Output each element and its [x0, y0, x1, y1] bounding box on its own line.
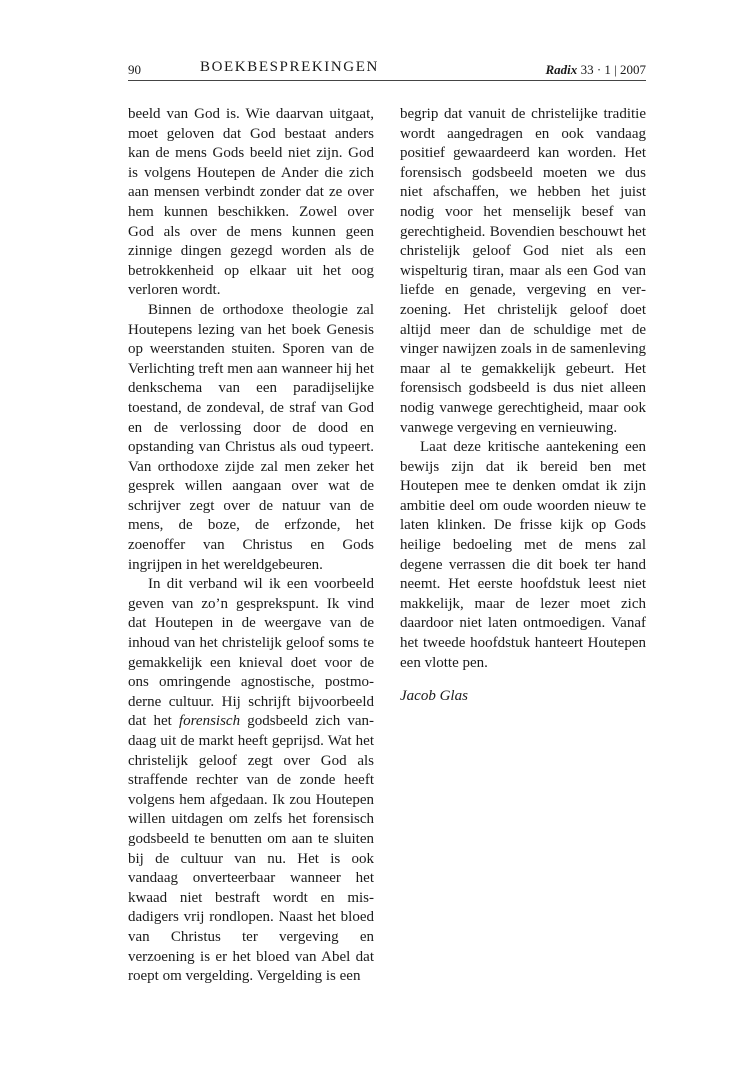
journal-issue: 33 · 1 | 2007: [580, 62, 646, 77]
running-header: [128, 58, 646, 82]
author-signature: Jacob Glas: [400, 688, 468, 705]
paragraph-text: godsbeeld zich vandaag uit de markt heeft geprijsd. Wat het christelijk geloof zegt over God als straffende rechter van de zonde heeft volgens hem afgedaan. Ik zou Houtepen willen uitdagen om zelfs het forensisch godsbeeld te benutten om aan te sluiten bij de cultuur van nu. Het is ook vandaag onverteerbaar wanneer het kwaad niet bestraft wordt en misdadigers vrij rondlopen. Naast het bloed van Christus ter vergeving en verzoening is er het bloed van Abel dat roept om vergelding. Vergelding is een: [128, 713, 374, 985]
paragraph-text: In dit verband wil ik een voorbeeld geven van zo’n gesprekspunt. Ik vind dat Houtepen in de weergave van de inhoud van het christelijk geloof soms te gemakkelijk een knieval doet voor de ons omringende agnostische, postmoderne cultuur. Hij schrijft bijvoorbeeld dat het: [128, 576, 374, 730]
section-title: BOEKBESPREKINGEN: [200, 59, 379, 75]
emphasis-forensisch: forensisch: [178, 713, 241, 730]
paragraph: begrip dat vanuit de christelijke traditie wordt aangedragen en ook vandaag positief gewaardeerd kan worden. Het forensisch godsbeeld moeten we dus niet afschaffen, we hebben het juist nodig voor het menselijk besef van gerechtigheid. Bovendien beschouwt het christelijk geloof God niet als een wispelturig tiran, maar als een God van liefde en genade, vergeving en verzoening. Het christelijk geloof doet altijd meer dan de schuldige met de vinger nawijzen zoals in de samenleving maar al te gemakkelijk gebeurt. Het forensisch godsbeeld is dus niet alleen nodig vanwege gerechtigheid, maar ook vanwege vergeving en vernieuwing.: [400, 106, 646, 436]
page-number: 90: [128, 62, 141, 77]
paragraph: Binnen de orthodoxe theologie zal Houtepens lezing van het boek Genesis op weerstanden stuiten. Sporen van de Verlichting treft men aan wanneer hij het denkschema van een paradijselijke toestand, de zondeval, de straf van God en de verlossing door de dood en opstanding van Christus als oud typeert. Van orthodoxe zijde zal men zeker het gesprek willen aangaan over wat de schrijver zegt over de natuur van de mens, de boze, de erfzonde, het zoenoffer van Christus en Gods ingrijpen in het wereldgebeuren.: [128, 301, 374, 573]
journal-name: Radix: [545, 62, 578, 77]
left-column: [128, 105, 374, 987]
right-column: [400, 105, 646, 707]
journal-reference: [546, 62, 646, 78]
header-rule: [128, 80, 646, 81]
paragraph: beeld van God is. Wie daarvan uitgaat, moet geloven dat God bestaat anders kan de mens Gods beeld niet zijn. God is volgens Houtepen de Ander die zich aan mensen verbindt zonder dat ze over hem kunnen beschikken. Zowel over God als over de mens kunnen geen zinnige dingen gezegd worden als de betrokkenheid op elkaar uit het oog verloren wordt.: [128, 106, 374, 299]
paragraph: Laat deze kritische aantekening een bewijs zijn dat ik bereid ben met Houtepen mee te denken omdat ik zijn ambitie deel om oude woorden nieuw te laten klinken. De frisse kijk op Gods heilige bedoeling met de mens zal degene verrassen die dit boek ter hand neemt. Het eerste hoofdstuk leest niet makkelijk, maar de lezer moet zich daardoor niet laten ontmoedigen. Vanaf het tweede hoofdstuk hanteert Houtepen een vlotte pen.: [400, 439, 646, 671]
paragraph: [128, 575, 374, 986]
